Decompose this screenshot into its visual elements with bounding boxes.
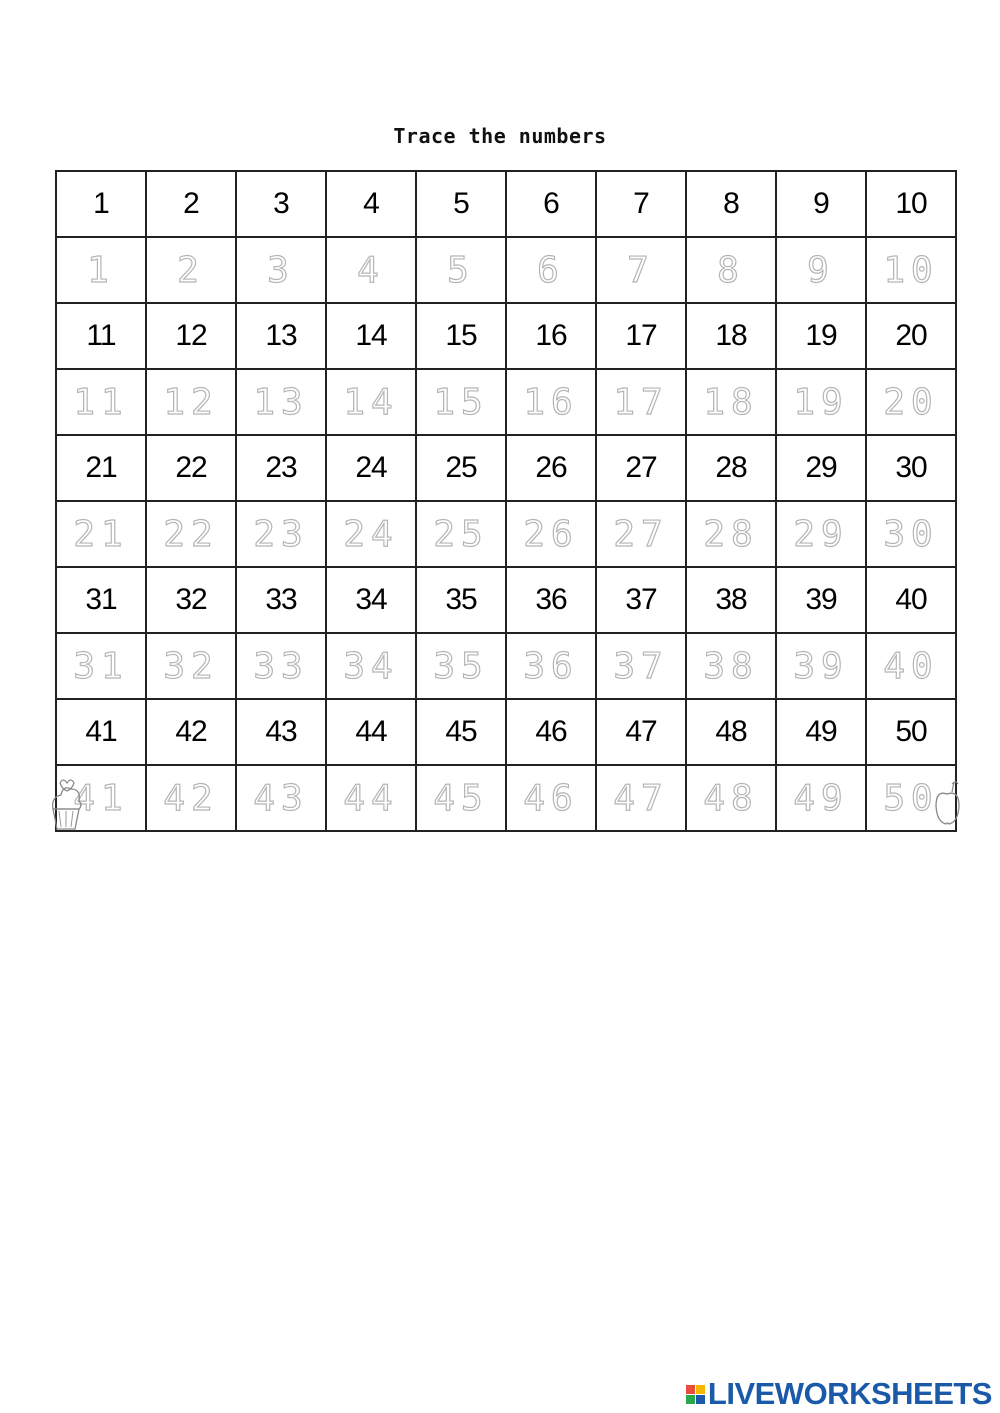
trace-cell[interactable]: 23 [236,501,326,567]
trace-cell[interactable]: 37 [596,633,686,699]
logo-text: LIVEWORKSHEETS [707,1376,992,1411]
trace-cell[interactable]: 35 [416,633,506,699]
number-cell: 5 [416,171,506,237]
trace-cell[interactable]: 36 [506,633,596,699]
trace-cell[interactable]: 8 [686,237,776,303]
trace-cell[interactable]: 15 [416,369,506,435]
tracing-row [56,369,956,435]
number-cell: 46 [506,699,596,765]
trace-cell[interactable]: 43 [236,765,326,831]
number-row [56,435,956,501]
number-cell: 4 [326,171,416,237]
trace-cell[interactable]: 47 [596,765,686,831]
number-cell: 25 [416,435,506,501]
trace-cell[interactable]: 21 [56,501,146,567]
worksheet-title: Trace the numbers [393,124,607,148]
trace-cell[interactable]: 24 [326,501,416,567]
cupcake-icon [47,775,85,833]
number-cell: 29 [776,435,866,501]
number-cell: 9 [776,171,866,237]
trace-cell[interactable]: 4 [326,237,416,303]
trace-cell[interactable]: 3 [236,237,326,303]
trace-cell[interactable]: 30 [866,501,956,567]
trace-cell[interactable]: 44 [326,765,416,831]
number-cell: 50 [866,699,956,765]
number-cell: 1 [56,171,146,237]
trace-cell[interactable]: 18 [686,369,776,435]
number-cell: 19 [776,303,866,369]
tracing-row [56,633,956,699]
number-cell: 16 [506,303,596,369]
trace-cell[interactable]: 17 [596,369,686,435]
number-cell: 7 [596,171,686,237]
number-cell: 20 [866,303,956,369]
trace-cell[interactable]: 6 [506,237,596,303]
trace-cell[interactable]: 10 [866,237,956,303]
number-cell: 38 [686,567,776,633]
number-cell: 34 [326,567,416,633]
tracing-row [56,501,956,567]
number-cell: 42 [146,699,236,765]
number-row [56,699,956,765]
trace-cell[interactable]: 1 [56,237,146,303]
trace-cell[interactable]: 2 [146,237,236,303]
number-cell: 33 [236,567,326,633]
number-cell: 31 [56,567,146,633]
trace-cell[interactable]: 19 [776,369,866,435]
number-cell: 32 [146,567,236,633]
trace-cell[interactable]: 46 [506,765,596,831]
trace-cell[interactable]: 42 [146,765,236,831]
number-cell: 44 [326,699,416,765]
number-cell: 21 [56,435,146,501]
number-cell: 36 [506,567,596,633]
trace-cell[interactable]: 7 [596,237,686,303]
number-cell: 37 [596,567,686,633]
trace-cell[interactable]: 39 [776,633,866,699]
number-cell: 15 [416,303,506,369]
number-cell: 30 [866,435,956,501]
number-cell: 14 [326,303,416,369]
logo-mark-icon [686,1385,705,1404]
tracing-row [56,765,956,831]
trace-cell[interactable]: 20 [866,369,956,435]
number-cell: 6 [506,171,596,237]
number-cell: 28 [686,435,776,501]
trace-cell[interactable]: 5 [416,237,506,303]
number-cell: 22 [146,435,236,501]
trace-cell[interactable]: 49 [776,765,866,831]
trace-cell[interactable]: 9 [776,237,866,303]
trace-cell[interactable]: 13 [236,369,326,435]
number-cell: 49 [776,699,866,765]
trace-cell[interactable]: 27 [596,501,686,567]
trace-cell[interactable]: 38 [686,633,776,699]
number-cell: 48 [686,699,776,765]
trace-cell[interactable]: 11 [56,369,146,435]
number-grid [55,170,957,832]
trace-cell[interactable]: 12 [146,369,236,435]
number-cell: 2 [146,171,236,237]
number-cell: 39 [776,567,866,633]
number-cell: 3 [236,171,326,237]
number-cell: 17 [596,303,686,369]
trace-cell[interactable]: 50 [866,765,956,831]
number-row [56,567,956,633]
number-cell: 27 [596,435,686,501]
trace-cell[interactable]: 26 [506,501,596,567]
trace-cell[interactable]: 41 [56,765,146,831]
number-cell: 24 [326,435,416,501]
liveworksheets-logo [686,1376,992,1412]
number-cell: 43 [236,699,326,765]
number-cell: 40 [866,567,956,633]
trace-cell[interactable]: 29 [776,501,866,567]
number-row [56,171,956,237]
trace-cell[interactable]: 34 [326,633,416,699]
trace-cell[interactable]: 32 [146,633,236,699]
number-cell: 23 [236,435,326,501]
number-cell: 47 [596,699,686,765]
number-cell: 11 [56,303,146,369]
number-cell: 45 [416,699,506,765]
trace-cell[interactable]: 14 [326,369,416,435]
trace-cell[interactable]: 16 [506,369,596,435]
trace-cell[interactable]: 25 [416,501,506,567]
number-cell: 41 [56,699,146,765]
tracing-row [56,237,956,303]
trace-cell[interactable]: 48 [686,765,776,831]
trace-cell[interactable]: 28 [686,501,776,567]
number-row [56,303,956,369]
apple-icon [932,778,962,834]
trace-cell[interactable]: 31 [56,633,146,699]
trace-cell[interactable]: 22 [146,501,236,567]
trace-cell[interactable]: 40 [866,633,956,699]
number-cell: 26 [506,435,596,501]
trace-cell[interactable]: 45 [416,765,506,831]
trace-cell[interactable]: 33 [236,633,326,699]
number-cell: 18 [686,303,776,369]
number-cell: 35 [416,567,506,633]
number-cell: 8 [686,171,776,237]
number-cell: 13 [236,303,326,369]
number-cell: 10 [866,171,956,237]
number-cell: 12 [146,303,236,369]
